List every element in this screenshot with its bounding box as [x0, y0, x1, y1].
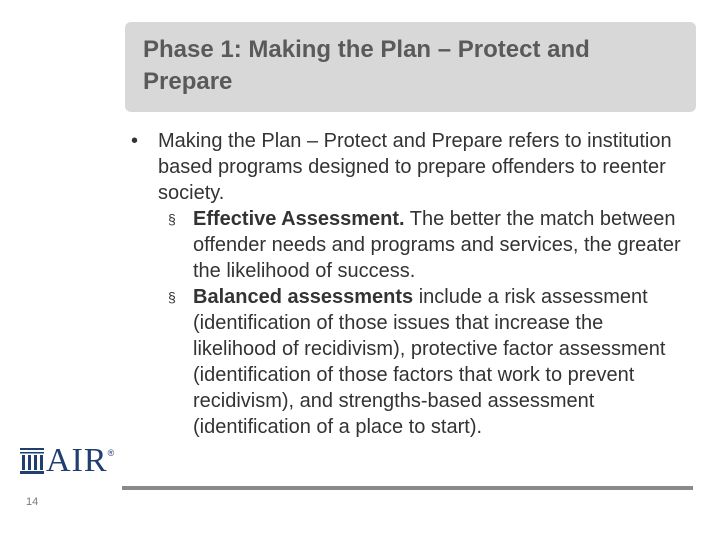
- page-number: 14: [26, 496, 39, 508]
- sub-bullet-balanced-assessments: [128, 284, 688, 440]
- bullet-square-icon: §: [168, 289, 176, 305]
- slide-title: Phase 1: Making the Plan – Protect and Prepare: [143, 36, 590, 95]
- sub-bullet-text: include a risk assessment (identification of those issues that increase the likelihood of recidivism), protective factor assessment (identification of those factors that work to prevent recidivism), and strengths-based assessment (identification of a place to start).: [193, 286, 666, 438]
- bullet-main-text: Making the Plan – Protect and Prepare refers to institution based programs designed to prepare offenders to reenter society.: [158, 130, 672, 204]
- title-box: [125, 22, 696, 112]
- sub-bullet-bold: Balanced assessments: [193, 286, 414, 308]
- bullet-square-icon: §: [168, 211, 176, 227]
- logo-trademark: ®: [107, 448, 115, 458]
- logo-text: AIR: [46, 442, 108, 479]
- building-columns-icon: [20, 448, 44, 474]
- sub-bullet-effective-assessment: [128, 206, 688, 284]
- sub-bullet-text: The better the match between offender needs and programs and services, the greater the likelihood of success.: [193, 208, 681, 282]
- bullet-dot-icon: •: [131, 130, 139, 152]
- bottom-divider: [122, 486, 693, 490]
- sub-bullet-bold: Effective Assessment.: [193, 208, 405, 230]
- bullet-main: [128, 128, 688, 206]
- air-logo: [20, 444, 114, 478]
- slide-content: [128, 128, 688, 440]
